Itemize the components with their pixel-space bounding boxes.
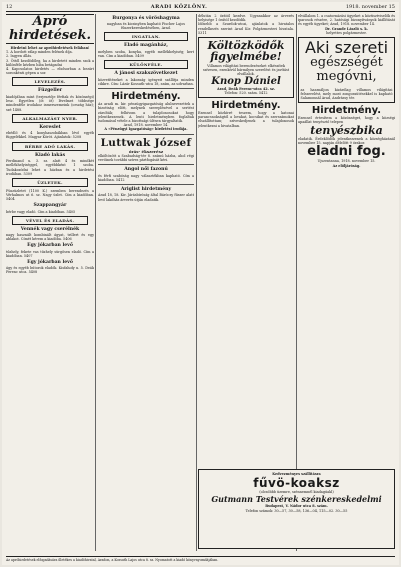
advertiser-sub: órás- ékszerész <box>128 148 164 154</box>
ad-headline: megóvni, <box>316 68 377 84</box>
coke-banner <box>198 469 395 549</box>
ad-text: nagy használt kombinált ágyat, trillert és egy ablakot. Címét kérem a kiadóba. 5406 <box>6 233 94 242</box>
lead-text: Hirdetni lehet az apróhirdetések felában! <box>10 46 90 50</box>
ad-heading: Angol női fazonú <box>124 167 168 173</box>
divider <box>98 134 194 135</box>
banner-address: Budapest, V. Nádor utca 8. szám. <box>265 504 328 509</box>
advertiser-address: Arad, Deák Ferenc-utca 42. sz. <box>217 87 275 92</box>
notice-sign: Ujszentanna, 1918. november 15. <box>317 159 376 164</box>
ad-heading: Ariglist hirdetmény <box>120 186 172 192</box>
notice-sign: Dr. Grande László s. k. <box>325 26 368 31</box>
banner-head: Kedvezményes szállításra <box>272 472 321 476</box>
ad-heading: Szappangyár <box>33 203 67 209</box>
ad-box <box>298 37 395 103</box>
ad-text: az használjon kizárólag villamos világítási felszerelést, mely most zongoraütésekkel is kapható Salamonnál Arad, Andrássy tér. <box>300 87 393 100</box>
advertiser-name: Luttwak József <box>100 136 192 149</box>
ad-heading: Kereslet <box>39 124 61 130</box>
section-title: Apró hirdetések. <box>6 14 94 44</box>
notice-sign: A «Pénzügyi Igazgatóság» hirdetési irodája. <box>104 127 188 132</box>
category-box: BÉRBE ADÓ LAKÁS. <box>12 142 88 151</box>
banner-sub: (olcsóbbb üzemre, szénnemnél kiadagúakl) <box>259 490 334 495</box>
paper-title: ARADI KÖZLÖNY. <box>150 4 208 10</box>
divider <box>98 184 194 185</box>
ad-headline: tenyészbika <box>310 124 383 138</box>
advertiser-name: Knop Dániel <box>211 76 281 88</box>
notice-text: eladatik. Érdeklődők jelentkezzenek a községházánál november 15. napján délelőtt 9 órakor. <box>298 137 395 146</box>
ad-text: melyben szoba, konyha, egyéb mellékhelyiség; kert van. Cím a kiadóban. 5409 <box>98 49 194 59</box>
column-rule <box>196 14 197 551</box>
notice-title: Hirdetmény. <box>211 100 281 112</box>
column-2 <box>98 14 194 551</box>
newspaper-page <box>2 2 399 565</box>
banner-phone: Telefon számok: 30—57, 30—58, 136—04, 115—02. 30—55 <box>245 508 348 513</box>
category-box: LEVELEZÉS. <box>12 77 88 86</box>
ad-text: Arad 18, 18. Kir. Járásbíróság által Báróczy fűszer alatt levő lakóház árverés útján eladatik. <box>98 193 194 202</box>
ad-text: Füszüzletet (1100 K.) szemben berendezés a Vérhalmos ut 6. sz. Nagy üzlet. Cím a kiadóban. 5404 <box>6 188 94 202</box>
ad-text: kiadójában mint (terjesztője férfiak és közönségi) lesz. Egyetlen (öt öt) lévelmet többsége mindenféle irodahoz ismerszemeink (ország ház); szé 1488. <box>6 94 94 112</box>
page-header <box>6 4 395 12</box>
notice-sign: helyettes polgármester. <box>326 30 367 35</box>
rule-2: 2. Ingyen állás. <box>6 54 33 59</box>
category-box: INGATLAN. <box>104 32 188 41</box>
notice-title: Hirdetmény. <box>111 91 181 103</box>
ad-heading: Eladó magánház, <box>124 43 168 49</box>
ad-text: közvetítéseket a lakosság igényeit szállítja minden cikkre. Cím: Lázár Kossuth-utca 18, szám, az udvarban. <box>98 77 194 87</box>
ad-heading: Füzgeller <box>37 88 63 94</box>
rule-1: 1. A hordott rálap minden felének díja. <box>6 50 73 55</box>
ad-box <box>198 37 294 98</box>
ad-headline: egészségét <box>310 54 383 70</box>
ad-heading: A jánosi szakszövetkezet <box>114 71 178 77</box>
column-rule <box>95 14 96 551</box>
banner-company: Gutmann Testvérek szénkereskedelmi <box>211 494 382 505</box>
ad-text: elvállalom 1. a csatornázási ügyeket a köztisztviselők és iparosok részére, 2. hatósági bizonyítványok kiállítását és egyéb ügyeket; Arad, 1918. november 14. <box>298 14 395 27</box>
divider <box>98 88 194 89</box>
ad-heading: Kiadó lakás <box>34 152 66 158</box>
ad-heading: Egy jókarban levő <box>27 259 73 265</box>
ad-headline: Költözködők figyelmébe! <box>207 38 285 63</box>
ad-text: nagyban és kicsinyben kapható Fischer Lajos fűszerkereskedésében, Arad. <box>107 22 185 31</box>
notice-sign: Az elöljáróság. <box>332 163 361 168</box>
category-box: KÜLÖNFÉLE. <box>104 60 188 69</box>
notice-text: Az aradi m. kir. pénzügyigazgatóság alulnevezettek a bizottság előtt, melynek szereplésével a sertést zárolták; felhívom a tulajdonosokat hogy jelentkezzenek. A lenti hirdetményben foglaltak tudomásul vétele a bizottsági ülésen tárgyaltatik. <box>98 102 194 124</box>
rule-4: 4. Kapcsolatos hirdetés — elsősorban a bezárt soronkénti gépen a sor. <box>6 67 94 76</box>
page-footer: Az apróhirdetések elfogadására illetékes a kiadóhivatal, Aradon, a Kossuth Lajos utca 8. sz. Nyomatott a kiadó könyvnyomdájában. <box>6 556 395 562</box>
ad-text: Idősebb a Szurdok-utcai, ajánlatok a hivatalos rendelkezés szerint Arad Kir. Polgármesteri hivatala. 5311 <box>198 22 294 35</box>
ad-text: ebédlő és 4 konyhaszobákban lévő egyéb függelékkel. Magyar Köröt. Ajánlatok: 5208 <box>6 131 94 140</box>
page-number: 12 <box>6 4 13 10</box>
notice-title: Hirdetmény. <box>311 104 382 116</box>
category-box: ALKALMAZÁST NYER. <box>12 114 88 123</box>
ad-headline: eladni fog. <box>307 144 386 160</box>
category-box: VÉVEL ÉS ELADÁS. <box>12 216 88 225</box>
ad-text: bérbe vagy eladó. Cím a kiadóban. 5405 <box>6 209 76 214</box>
banner-product: fűvö-koaksz <box>253 476 340 491</box>
notice-text: Ezennel értesítem a közönséget, hogy a községi apaállat tenyésztő telepen <box>298 115 395 124</box>
ad-text: Villamos világítási berendezéseket elkészítek szívesen, ezenkívül bármilyen szerelést és javítást elvállalok. <box>202 63 290 76</box>
ad-text: Ferdinand u. 3. sz. alatt 4 és mindkét mellékhelyiséggel, egyébbként 1 szoba. Tudakozódni lehet a házban és a hirdetési irodában. 5309 <box>6 159 94 176</box>
category-box: ÜZLETEK. <box>12 178 88 187</box>
notice-sign: Arad, 1918. november 14. <box>123 123 169 128</box>
ad-text: délután 2 órától kezdve. Ugyanakkor az árverés helyisége 1 órától kezdődik. <box>198 14 294 23</box>
ad-headline: Aki szereti <box>304 37 389 57</box>
advertiser-phone: Telefon: 520. szám. 5412 <box>224 91 268 96</box>
ad-text: tűzhely, fekete vas tűzhely sürgősen eladó. Cím a kiadóban. 5407 <box>6 249 94 258</box>
column-1 <box>6 14 94 551</box>
ad-heading: Vennék vagy cserélnék <box>20 226 80 232</box>
ad-text: ágy és egyéb bútorok eladók. Kisfaludy u. 5. Deák Ferenc utca. 5408 <box>6 266 94 275</box>
rule-3: 3. Öttől kezdődőleg, ha a hirdetett minden szok a különféle kézben hiba betágadni <box>6 58 94 67</box>
notice-text: Ezennel közhírré teszem, hogy a katonai parancsnokságtól a lovakat, kocsikat és szerszámokat elszállítottam; szíveskedjenek a tulajdonosok jelentkezni a hivatalban. <box>198 111 294 128</box>
divider <box>98 164 194 165</box>
ad-text: elköltözött a Szabadság-tér 8. számú házba, ahol régi vevőinek további szíves pártfogását kéri. <box>98 153 194 162</box>
ad-heading: Egy jókarban levő <box>27 243 73 249</box>
issue-date: 1918. november 15 <box>345 4 395 10</box>
ad-text: és férfi szabóság nagy választékban kapható. Cím a kiadóban. 5412 <box>98 173 194 182</box>
ad-heading: Burgonya és vöröshagyma <box>112 15 180 21</box>
